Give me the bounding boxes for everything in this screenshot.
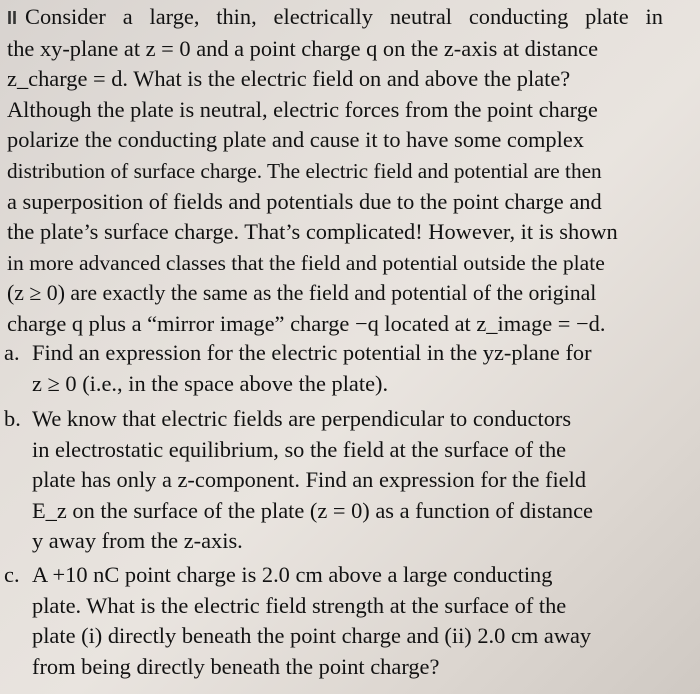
problem-statement xyxy=(7,2,663,340)
part-c-line-1 xyxy=(4,560,676,591)
problem-line-6: distribution of surface charge. The electric field and potential are then xyxy=(7,158,602,183)
problem-line-7: a superposition of fields and potentials due to the point charge and xyxy=(7,188,602,214)
part-c-line-3: plate (i) directly beneath the point charge and (ii) 2.0 cm away xyxy=(32,623,592,649)
part-b-line-3: plate has only a z-component. Find an expression for the field xyxy=(32,467,587,493)
part-a-line-1 xyxy=(4,338,676,369)
part-c-label: c. xyxy=(4,562,20,587)
part-b-label: b. xyxy=(4,406,21,431)
part-a-text-1: Find an expression for the electric potential in the yz-plane for xyxy=(32,340,592,365)
problem-line-9: in more advanced classes that the field and potential outside the plate xyxy=(7,250,605,275)
problem-line-5: polarize the conducting plate and cause it to have some complex xyxy=(7,127,584,153)
part-a xyxy=(4,338,676,399)
problem-line-10: (z ≥ 0) are exactly the same as the field and potential of the original xyxy=(7,281,597,306)
part-c-text-1: A +10 nC point charge is 2.0 cm above a large conducting xyxy=(32,562,553,587)
problem-line-4: Although the plate is neutral, electric forces from the point charge xyxy=(7,96,598,122)
problem-text-1: Consider xyxy=(25,4,106,29)
problem-marker: II xyxy=(7,8,18,28)
problem-line-3: z_charge = d. What is the electric field on and above the plate? xyxy=(7,66,571,92)
part-c xyxy=(4,560,676,682)
problem-line-11: charge q plus a “mirror image” charge −q located at z_image = −d. xyxy=(7,310,606,336)
part-c-line-2: plate. What is the electric field strength at the surface of the xyxy=(32,592,567,618)
part-b xyxy=(4,404,676,557)
part-a-line-2: z ≥ 0 (i.e., in the space above the plate). xyxy=(32,370,389,396)
part-b-line-1 xyxy=(4,404,676,435)
part-b-line-5: y away from the z-axis. xyxy=(32,528,243,554)
problem-line-1: II Consider a large, thin, electrically neutral conducting plate in xyxy=(7,4,663,29)
part-c-line-4: from being directly beneath the point charge? xyxy=(32,653,440,679)
part-b-line-2: in electrostatic equilibrium, so the field at the surface of the xyxy=(32,436,567,462)
part-b-text-1: We know that electric fields are perpendicular to conductors xyxy=(32,406,572,431)
part-b-line-4: E_z on the surface of the plate (z = 0) as a function of distance xyxy=(32,497,593,523)
problem-line-8: the plate’s surface charge. That’s complicated! However, it is shown xyxy=(7,219,618,245)
problem-line-2: the xy-plane at z = 0 and a point charge q on the z-axis at distance xyxy=(7,35,599,61)
part-a-label: a. xyxy=(4,340,20,365)
